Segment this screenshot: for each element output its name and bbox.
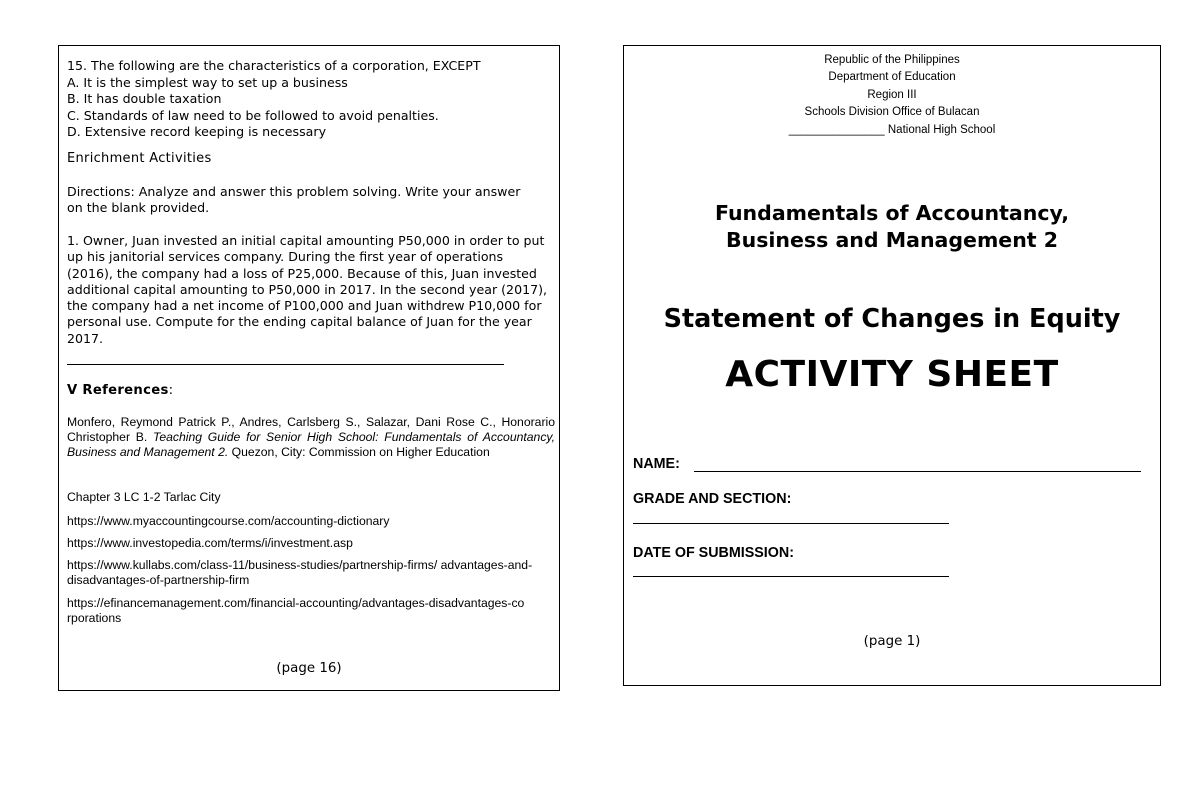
subject-title-line-2: Business and Management 2	[725, 228, 1059, 252]
citation-title: Teaching Guide for Senior High School: Fundamentals of Accountancy, Business and Management 2.	[67, 430, 555, 459]
references-heading-text: V References	[67, 383, 169, 398]
name-label: NAME:	[633, 456, 680, 472]
citation-publisher: Quezon, City: Commission on Higher Education	[228, 445, 490, 459]
right-page	[623, 45, 1161, 686]
header-school: _______________ National High School	[788, 123, 996, 136]
grade-section-input-line[interactable]	[633, 523, 949, 524]
citation-authors: Monfero, Reymond Patrick P., Andres, Carlsberg S., Salazar, Dani Rose C., Honorario Christopher B.	[67, 415, 555, 444]
references-heading	[67, 383, 173, 398]
name-input-line[interactable]	[694, 471, 1141, 472]
header-region: Region III	[867, 88, 917, 101]
date-submission-input-line[interactable]	[633, 576, 949, 577]
header-republic: Republic of the Philippines	[824, 54, 960, 66]
activity-sheet-title: ACTIVITY SHEET	[725, 354, 1059, 395]
answer-blank-line	[67, 364, 504, 365]
subject-title-line-1: Fundamentals of Accountancy,	[714, 201, 1070, 225]
page-number-16: (page 16)	[276, 661, 342, 676]
enrichment-heading: Enrichment Activities	[67, 151, 212, 166]
option-a: A. It is the simplest way to set up a business	[67, 74, 348, 90]
header-department: Department of Education	[828, 71, 956, 84]
option-d: D. Extensive record keeping is necessary	[67, 124, 327, 139]
enrichment-problem: 1. Owner, Juan invested an initial capital amounting P50,000 in order to put up his janitorial services company. During the first year of operations (2016), the company had a loss of P25,000. Because of this, Juan invested additional capital amounting to P50,000 in 2017. In the second year (2017), the company had a net income of P100,000 and Juan withdrew P10,000 for personal use. Compute for the ending capital balance of Juan for the year 2017.	[67, 233, 548, 346]
reference-link-4[interactable]: https://efinancemanagement.com/financial-accounting/advantages-disadvantages-corporations	[67, 596, 525, 625]
topic-title: Statement of Changes in Equity	[663, 304, 1121, 334]
left-page	[58, 45, 560, 691]
reference-link-2[interactable]: https://www.investopedia.com/terms/i/investment.asp	[67, 536, 353, 550]
references-heading-colon: :	[168, 383, 174, 398]
option-c: C. Standards of law need to be followed to avoid penalties.	[67, 107, 439, 123]
option-b: B. It has double taxation	[67, 91, 222, 106]
reference-citation	[67, 415, 555, 460]
question-15-stem: 15. The following are the characteristics of a corporation, EXCEPT	[67, 58, 481, 73]
reference-link-3[interactable]: https://www.kullabs.com/class-11/business-studies/partnership-firms/ advantages-and-disadvantages-of-partnership-firm	[67, 558, 533, 587]
header-division: Schools Division Office of Bulacan	[804, 106, 980, 119]
page-number-1: (page 1)	[863, 634, 921, 649]
date-submission-label: DATE OF SUBMISSION:	[633, 545, 794, 561]
reference-link-1[interactable]: https://www.myaccountingcourse.com/accounting-dictionary	[67, 514, 390, 528]
grade-section-label: GRADE AND SECTION:	[633, 491, 792, 507]
enrichment-directions: Directions: Analyze and answer this problem solving. Write your answer on the blank provided.	[67, 184, 521, 216]
reference-chapter: Chapter 3 LC 1-2 Tarlac City	[67, 490, 221, 504]
